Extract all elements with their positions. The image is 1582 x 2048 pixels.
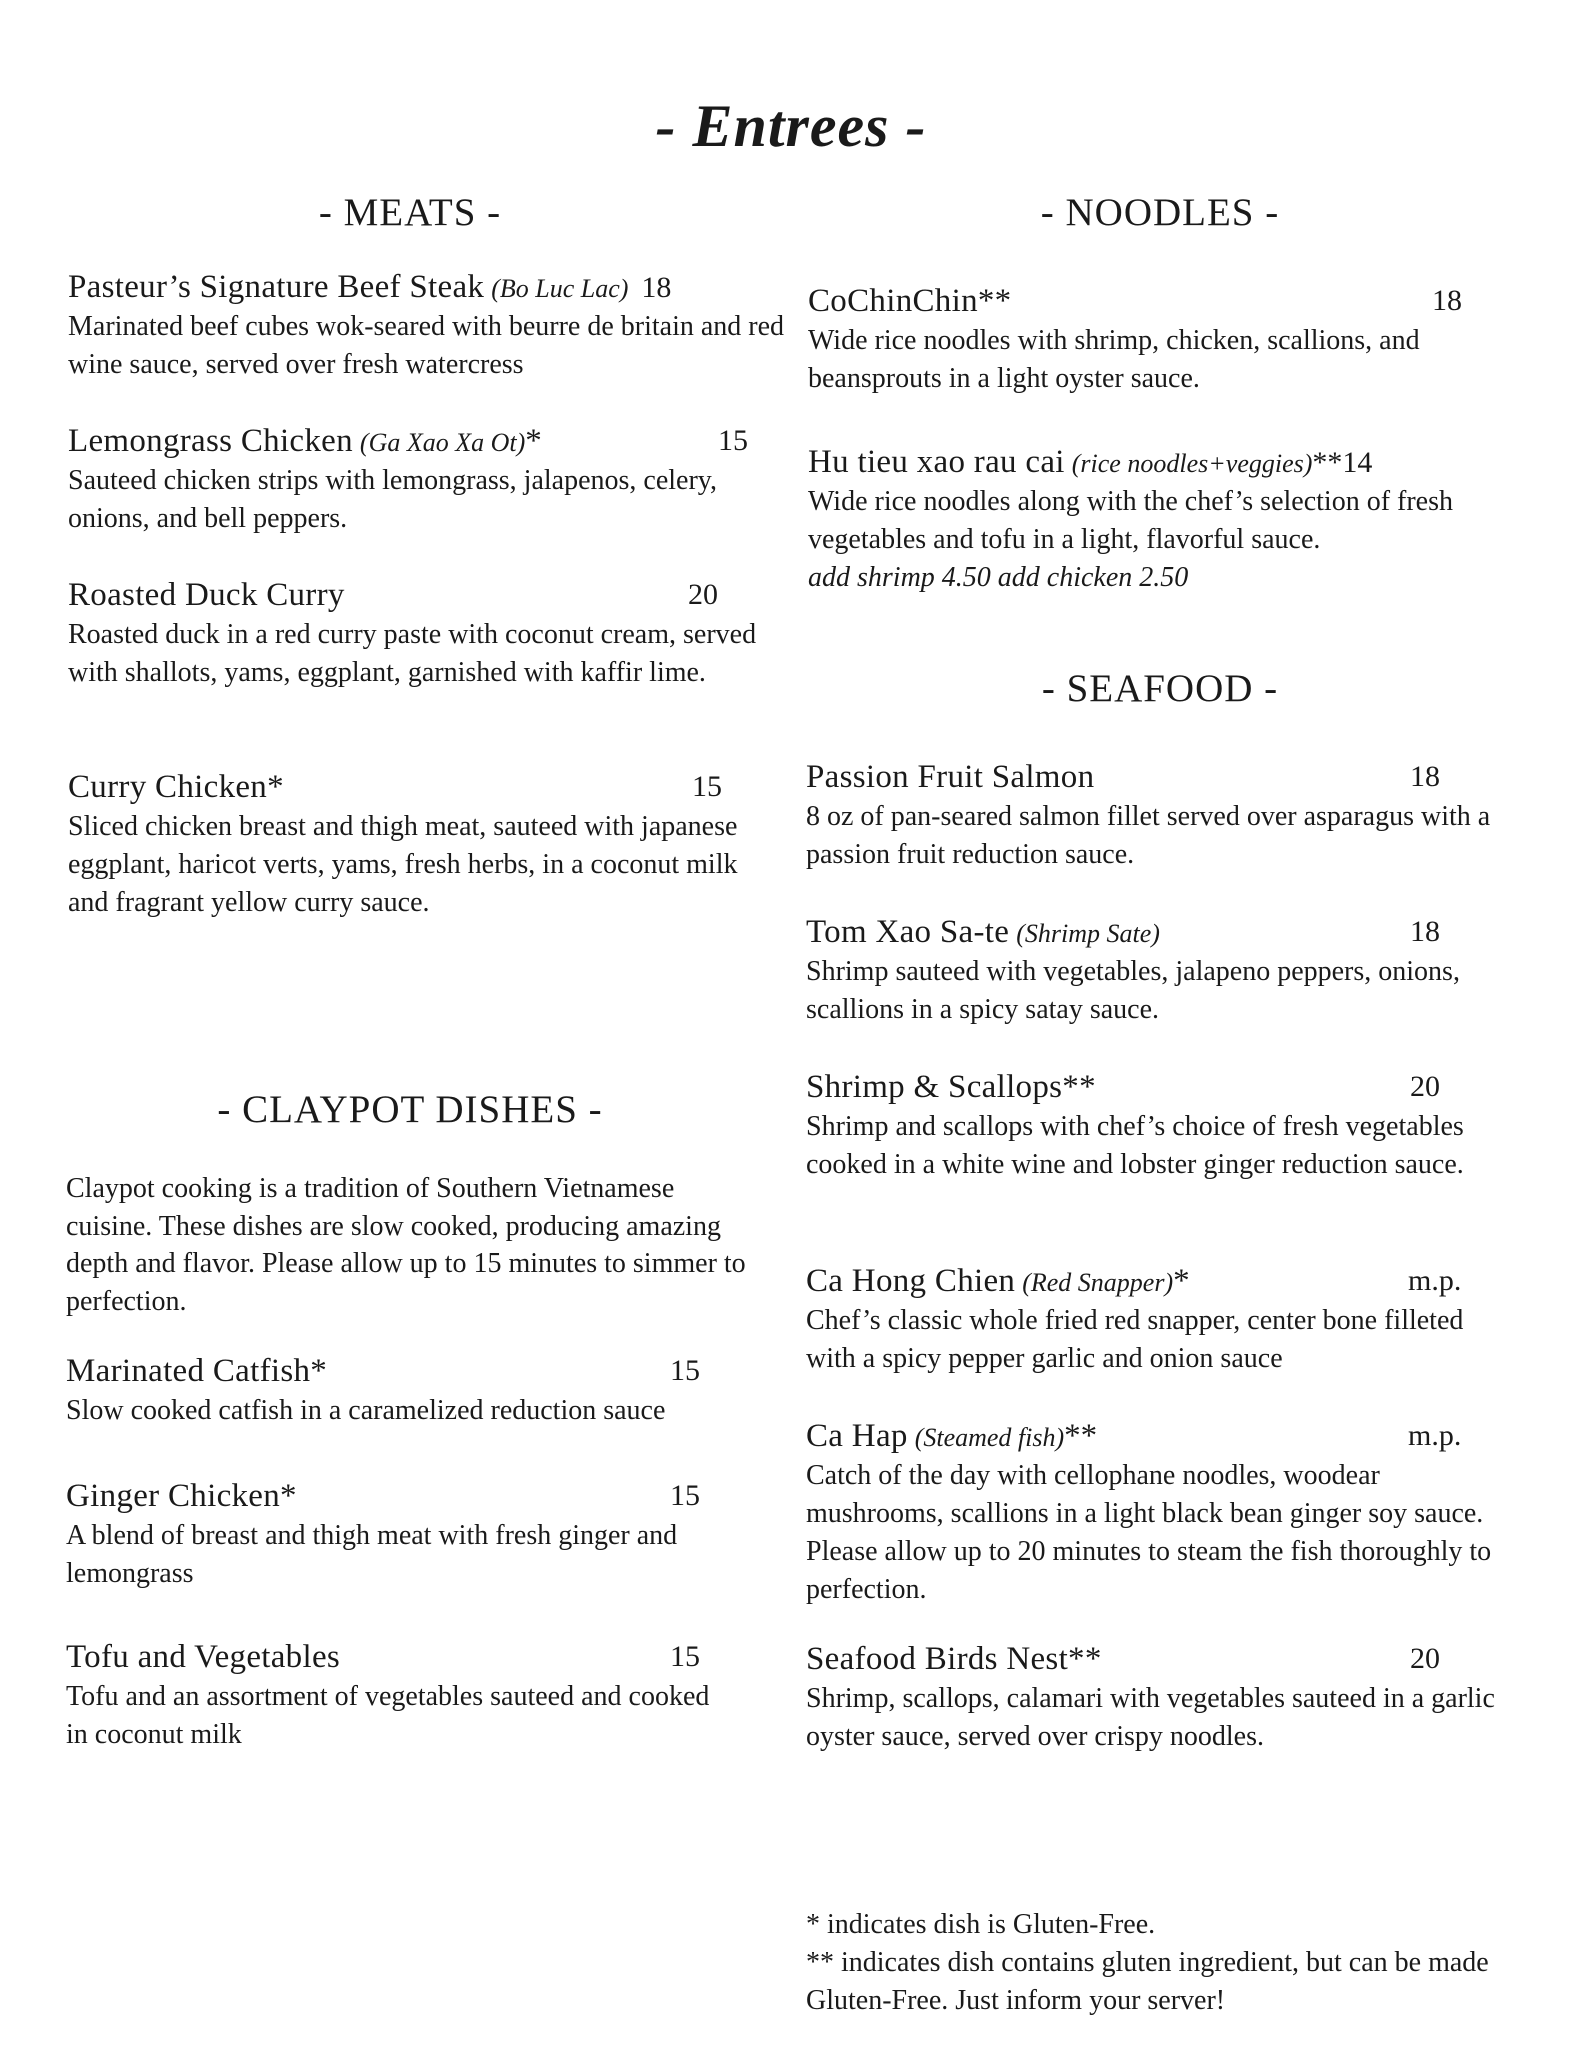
item-alt-name: (rice noodles+veggies) [1071, 449, 1313, 478]
menu-item-shrimp-scallops [806, 1068, 1506, 1184]
item-price: 15 [718, 424, 748, 457]
item-description: Tofu and an assortment of vegetables sauteed and cooked in coconut milk [66, 1681, 710, 1750]
item-name: Passion Fruit Salmon [806, 759, 1095, 795]
section-title-meats: - MEATS - [318, 191, 502, 234]
menu-item-marinated-catfish [66, 1352, 786, 1430]
item-name: CoChinChin** [808, 283, 1012, 319]
item-price: 18 [1432, 284, 1462, 317]
item-name: Marinated Catfish* [66, 1353, 328, 1389]
footnote-gluten-optional: ** indicates dish contains gluten ingredient, but can be made Gluten-Free. Just inform your server! [806, 1947, 1489, 2016]
item-description: Catch of the day with cellophane noodles, woodear mushrooms, scallions in a light black bean ginger soy sauce. Please allow up to 20 minutes to steam the fish thoroughly to perfection. [806, 1460, 1492, 1605]
item-description: Shrimp and scallops with chef’s choice of fresh vegetables cooked in a white wine and lobster ginger reduction sauce. [806, 1111, 1464, 1180]
item-description: 8 oz of pan-seared salmon fillet served over asparagus with a passion fruit reduction sauce. [806, 801, 1491, 870]
menu-item-curry-chicken [68, 768, 768, 922]
item-price: 20 [1410, 1642, 1440, 1675]
item-name: Curry Chicken* [68, 769, 284, 805]
item-name: Ca Hong Chien [806, 1263, 1016, 1299]
item-price: m.p. [1408, 1264, 1462, 1297]
item-alt-name: (Ga Xao Xa Ot) [359, 428, 526, 457]
item-price: 18 [1410, 915, 1440, 948]
item-price: 18 [641, 271, 672, 304]
item-add-on-note: add shrimp 4.50 add chicken 2.50 [808, 562, 1189, 593]
item-alt-name: (Bo Luc Lac) [491, 274, 629, 303]
item-description: Sauteed chicken strips with lemongrass, jalapenos, celery, onions, and bell peppers. [68, 465, 717, 534]
item-price: 20 [1410, 1070, 1440, 1103]
item-gluten-mark: * [525, 423, 542, 459]
menu-item-beef-steak [68, 268, 788, 384]
item-gluten-mark: ** [1064, 1418, 1098, 1454]
item-name: Tofu and Vegetables [66, 1639, 341, 1675]
item-price: 15 [670, 1354, 700, 1387]
item-description: Marinated beef cubes wok-seared with beurre de britain and red wine sauce, served over fresh watercress [68, 311, 785, 380]
item-price: 15 [670, 1640, 700, 1673]
item-price: 15 [670, 1479, 700, 1512]
item-price: 15 [692, 770, 722, 803]
item-gluten-mark: * [1173, 1263, 1190, 1299]
menu-item-ca-hap [806, 1417, 1506, 1609]
item-description: A blend of breast and thigh meat with fresh ginger and lemongrass [66, 1520, 678, 1589]
menu-item-ca-hong-chien [806, 1262, 1506, 1378]
item-price: 20 [688, 578, 718, 611]
item-alt-name: (Steamed fish) [914, 1423, 1065, 1452]
item-name: Ginger Chicken* [66, 1478, 297, 1514]
item-alt-name: (Shrimp Sate) [1016, 919, 1160, 948]
item-description: Sliced chicken breast and thigh meat, sauteed with japanese eggplant, haricot verts, yams, fresh herbs, in a coconut milk and fragrant yellow curry sauce. [68, 811, 738, 918]
item-suffix: **14 [1312, 446, 1373, 479]
item-description: Wide rice noodles along with the chef’s selection of fresh vegetables and tofu in a light, flavorful sauce. [808, 486, 1453, 555]
item-alt-name: (Red Snapper) [1022, 1268, 1174, 1297]
section-title-noodles: - NOODLES - [1040, 191, 1280, 234]
menu-item-passion-fruit-salmon [806, 758, 1506, 874]
menu-item-tofu-vegetables [66, 1638, 726, 1754]
gluten-footnotes [806, 1906, 1506, 2020]
menu-item-lemongrass-chicken [68, 422, 768, 538]
footnote-gluten-free: * indicates dish is Gluten-Free. [806, 1909, 1156, 1940]
menu-item-seafood-birds-nest [806, 1640, 1506, 1756]
menu-item-roasted-duck-curry [68, 576, 768, 692]
item-name: Tom Xao Sa-te [806, 914, 1010, 950]
item-name: Ca Hap [806, 1418, 908, 1454]
menu-item-cochinchin [808, 282, 1508, 398]
item-price: 18 [1410, 760, 1440, 793]
item-name: Roasted Duck Curry [68, 577, 345, 613]
page-title: - Entrees - [655, 93, 927, 159]
section-title-claypot: - CLAYPOT DISHES - [217, 1088, 603, 1131]
item-description: Chef’s classic whole fried red snapper, center bone filleted with a spicy pepper garlic and onion sauce [806, 1305, 1464, 1374]
claypot-intro: Claypot cooking is a tradition of Southern Vietnamese cuisine. These dishes are slow cooked, producing amazing depth and flavor. Please allow up to 15 minutes to simmer to perfection. [66, 1173, 746, 1317]
menu-item-ginger-chicken [66, 1477, 766, 1593]
item-name: Shrimp & Scallops** [806, 1069, 1096, 1105]
menu-item-hu-tieu-xao-rau-cai [808, 443, 1508, 597]
item-name: Lemongrass Chicken [68, 423, 353, 459]
item-description: Wide rice noodles with shrimp, chicken, scallions, and beansprouts in a light oyster sauce. [808, 325, 1420, 394]
item-description: Roasted duck in a red curry paste with coconut cream, served with shallots, yams, eggplant, garnished with kaffir lime. [68, 619, 757, 688]
item-description: Shrimp sauteed with vegetables, jalapeno peppers, onions, scallions in a spicy satay sauce. [806, 956, 1460, 1025]
section-title-seafood: - SEAFOOD - [1041, 667, 1279, 710]
item-name: Pasteur’s Signature Beef Steak [68, 269, 485, 305]
menu-item-tom-xao-sa-te [806, 913, 1506, 1029]
item-name: Hu tieu xao rau cai [808, 444, 1065, 480]
item-description: Shrimp, scallops, calamari with vegetables sauteed in a garlic oyster sauce, served over crispy noodles. [806, 1683, 1495, 1752]
item-name: Seafood Birds Nest** [806, 1641, 1102, 1677]
item-price: m.p. [1408, 1419, 1462, 1452]
item-description: Slow cooked catfish in a caramelized reduction sauce [66, 1395, 666, 1426]
